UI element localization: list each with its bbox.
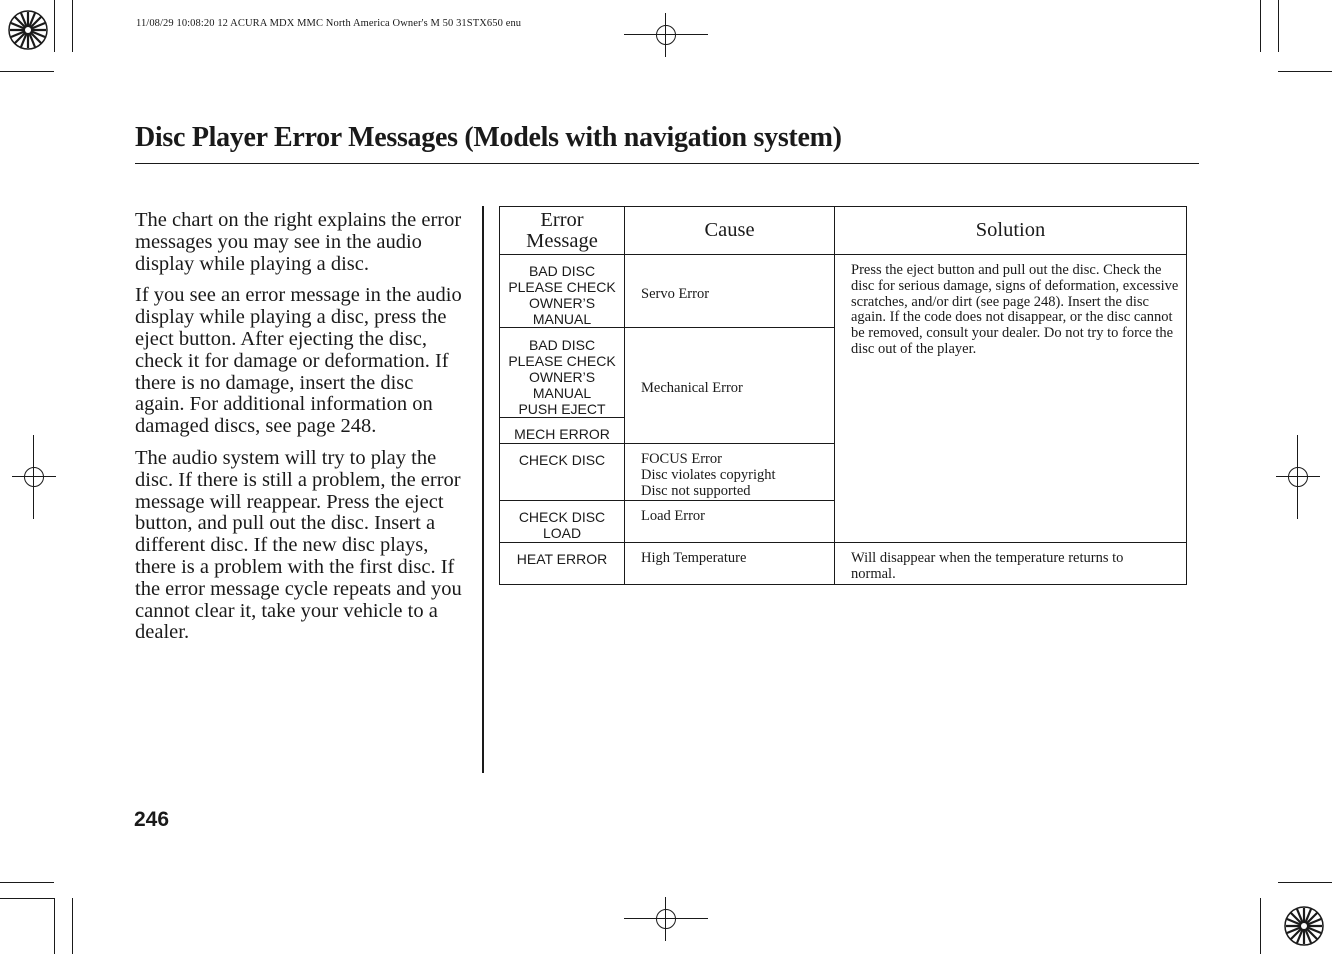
crop-mark <box>72 898 73 954</box>
crop-mark <box>0 882 54 883</box>
title-rule <box>135 163 1199 164</box>
crop-mark <box>1278 882 1332 883</box>
column-divider <box>482 206 484 773</box>
error-code-cell: MECH ERROR <box>514 426 610 442</box>
registration-target-icon <box>6 8 50 52</box>
solution-cell: Will disappear when the temperature returns to normal. <box>851 550 1124 582</box>
registration-crosshair-icon <box>644 897 688 941</box>
error-code-cell: CHECK DISC LOAD <box>518 509 606 541</box>
intro-paragraph: The audio system will try to play the disc. If there is still a problem, the error message will reappear. Press the eject button, and pull out the disc. Insert a different disc. If the new disc plays, there is a problem with the first disc. If the error message cycle repeats and you cannot clear it, take your vehicle to a dealer. <box>135 446 462 644</box>
registration-crosshair-icon <box>1276 455 1320 499</box>
crop-mark <box>1260 898 1261 954</box>
solution-cell: Press the eject button and pull out the disc. Check the disc for serious damage, signs of deformation, excessive scratches, and/or dirt (see page 248). Insert the disc again. If the code does not disappear, or the disc cannot be removed, consult your dealer. Do not try to force the disc out of the player. <box>851 262 1179 357</box>
intro-text <box>135 210 465 654</box>
cause-cell: Mechanical Error <box>641 380 743 396</box>
page-title: Disc Player Error Messages (Models with navigation system) <box>135 122 842 153</box>
error-code-cell: CHECK DISC <box>518 452 606 468</box>
cause-cell: FOCUS Error Disc violates copyright Disc not supported <box>641 451 776 499</box>
crop-mark <box>54 898 55 954</box>
cause-cell: Load Error <box>641 508 706 524</box>
cause-cell: Servo Error <box>641 286 710 302</box>
cause-cell: High Temperature <box>641 550 747 566</box>
registration-target-icon <box>1282 904 1326 948</box>
error-code-cell: HEAT ERROR <box>516 551 608 567</box>
error-code-cell: BAD DISC PLEASE CHECK OWNER’S MANUAL <box>508 263 616 327</box>
header-solution: Solution <box>975 219 1046 241</box>
registration-crosshair-icon <box>12 455 56 499</box>
intro-paragraph: If you see an error message in the audio display while playing a disc, press the eject button. After ejecting the disc, check it for damage or deformation. If there is no damage, insert the disc again. For additional information on damaged discs, see page 248. <box>135 284 462 438</box>
page-number: 246 <box>134 808 170 831</box>
crop-mark <box>1278 0 1279 52</box>
crop-mark <box>0 71 54 72</box>
registration-crosshair-icon <box>644 13 688 57</box>
print-slug: 11/08/29 10:08:20 12 ACURA MDX MMC North America Owner's M 50 31STX650 enu <box>136 18 522 29</box>
crop-mark <box>72 0 73 52</box>
crop-mark <box>1278 71 1332 72</box>
crop-mark <box>54 0 55 52</box>
intro-paragraph: The chart on the right explains the error messages you may see in the audio display while playing a disc. <box>135 209 462 275</box>
crop-mark <box>0 898 54 899</box>
header-cause: Cause <box>704 219 755 241</box>
crop-mark <box>1260 0 1261 52</box>
error-code-cell: BAD DISC PLEASE CHECK OWNER’S MANUAL PUSH EJECT <box>508 337 616 417</box>
header-error-message: Error Message <box>526 208 598 252</box>
